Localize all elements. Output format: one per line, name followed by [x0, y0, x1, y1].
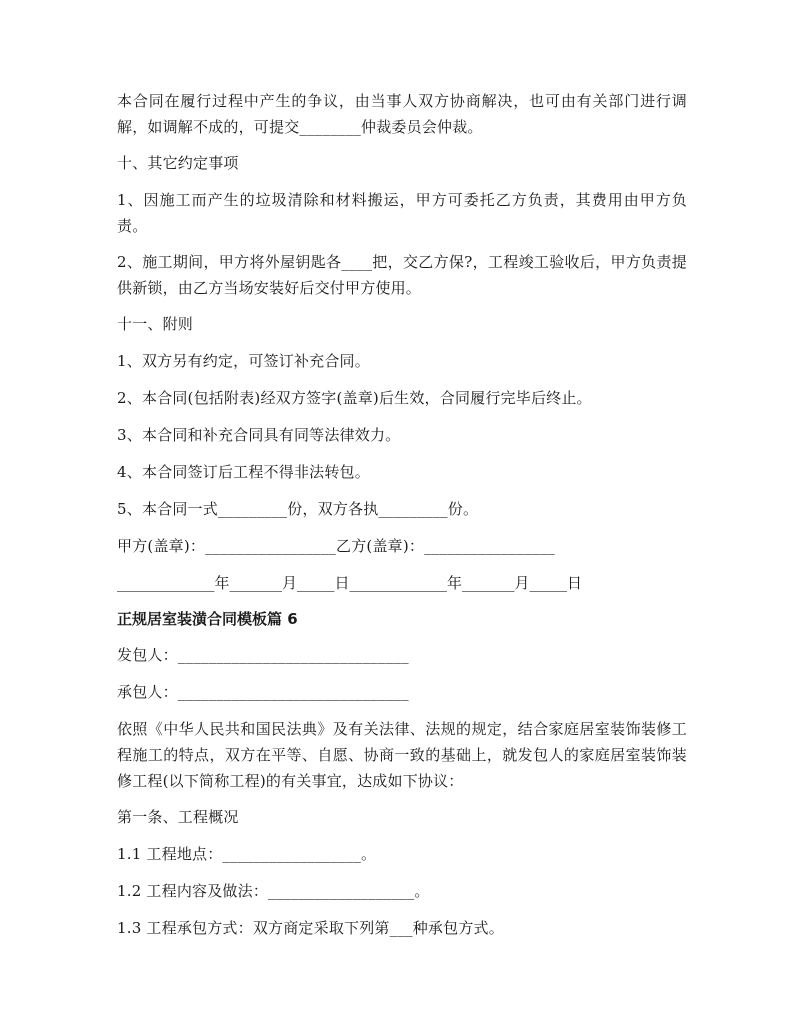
clause-11-4: 4、本合同签订后工程不得非法转包。	[117, 463, 370, 481]
section-ten-heading: 十、其它约定事项	[117, 154, 239, 172]
date-line: _____________年_______月_____日_____________年_______月_____日	[117, 574, 583, 592]
clause-1-3: 1.3 工程承包方式：双方商定采取下列第___种承包方式。	[117, 919, 504, 937]
agreement-preamble: 依照《中华人民共和国民法典》及有关法律、法规的规定，结合家庭居室装饰装修工程施工的特点，双方在平等、自愿、协商一致的基础上，就发包人的家庭居室装饰装修工程(以下简称工程)的有关事宜，达成如下协议：	[117, 720, 687, 790]
section-eleven-heading: 十一、附则	[117, 315, 194, 333]
dispute-resolution-paragraph: 本合同在履行过程中产生的争议，由当事人双方协商解决，也可由有关部门进行调解，如调解不成的，可提交________仲裁委员会仲裁。	[117, 92, 687, 136]
document-page	[117, 88, 687, 952]
article-one-heading: 第一条、工程概况	[117, 808, 239, 826]
clause-10-1: 1、因施工而产生的垃圾清除和材料搬运，甲方可委托乙方负责，其费用由甲方负责。	[117, 191, 687, 235]
employer-line: 发包人：______________________________	[117, 646, 409, 664]
clause-1-2: 1.2 工程内容及做法：___________________。	[117, 882, 430, 900]
clause-1-1: 1.1 工程地点：__________________。	[117, 845, 377, 863]
contractor-line: 承包人：______________________________	[117, 683, 409, 701]
clause-11-2: 2、本合同(包括附表)经双方签字(盖章)后生效，合同履行完毕后终止。	[117, 389, 592, 407]
clause-11-1: 1、双方另有约定，可签订补充合同。	[117, 352, 370, 370]
clause-10-2: 2、施工期间，甲方将外屋钥匙各____把，交乙方保?，工程竣工验收后，甲方负责提供新锁，由乙方当场安装好后交付甲方使用。	[117, 253, 687, 297]
section-heading: 正规居室装潢合同模板篇 6	[117, 610, 298, 628]
clause-11-3: 3、本合同和补充合同具有同等法律效力。	[117, 426, 401, 444]
signature-line: 甲方(盖章)：_________________乙方(盖章)：_________________	[117, 537, 556, 555]
clause-11-5: 5、本合同一式_________份，双方各执_________份。	[117, 500, 479, 518]
